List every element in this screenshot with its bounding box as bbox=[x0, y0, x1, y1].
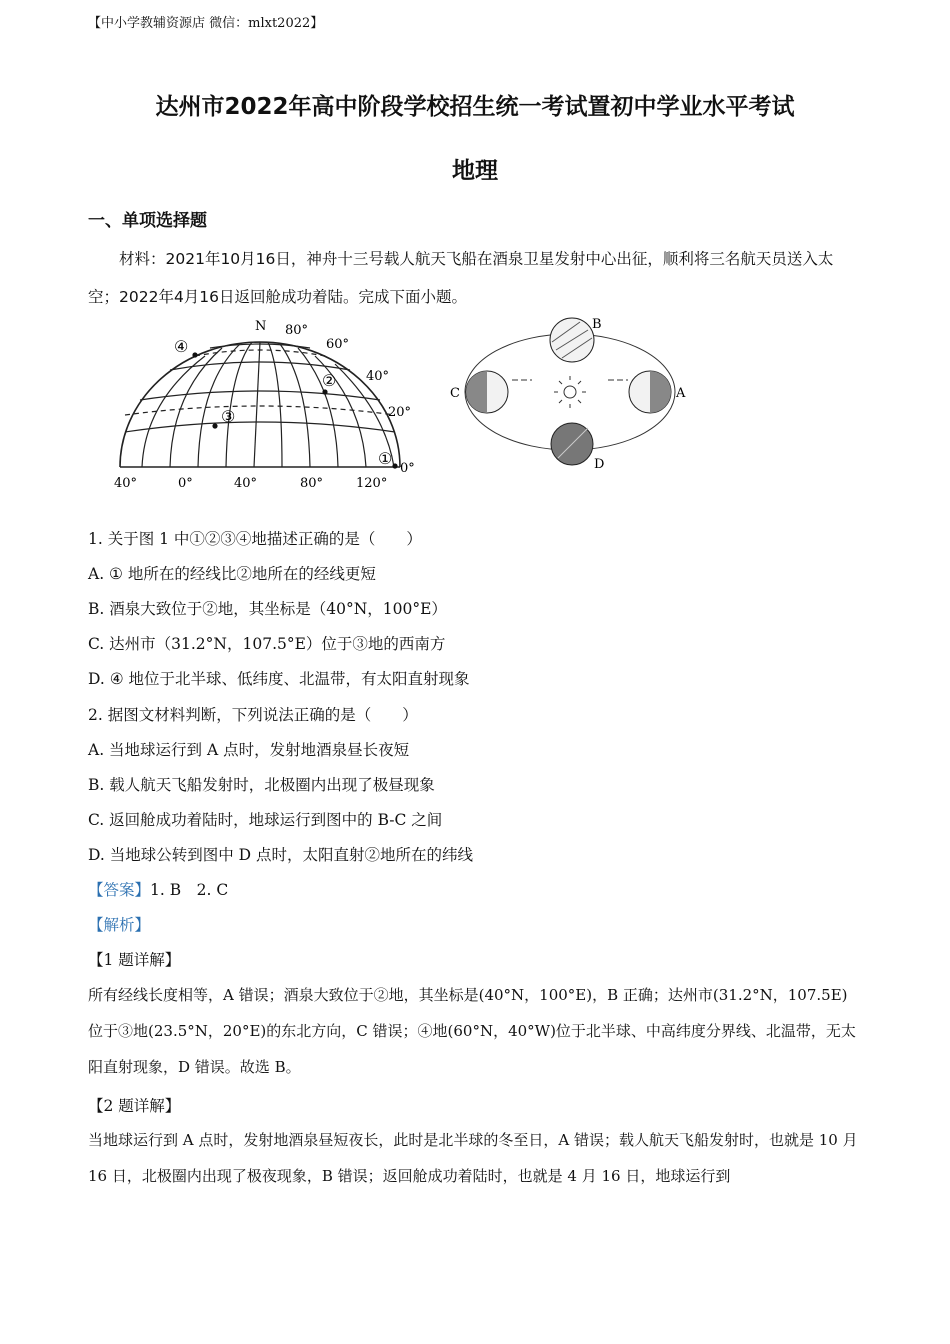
figures bbox=[100, 312, 700, 502]
label-lon-80: 80° bbox=[300, 476, 324, 491]
q1-stem: 1. 关于图 1 中①②③④地描述正确的是（ ） bbox=[88, 530, 422, 548]
q2-option-d: D. 当地球公转到图中 D 点时，太阳直射②地所在的纬线 bbox=[88, 846, 474, 864]
point-2-label: ② bbox=[322, 371, 337, 390]
earth-c bbox=[466, 371, 508, 413]
page-header: 【中小学教辅资源店 微信：mlxt2022】 bbox=[88, 16, 324, 31]
answer-line bbox=[88, 878, 228, 900]
earth-c-label: C bbox=[450, 386, 460, 401]
detail2-label: 【2 题详解】 bbox=[88, 1097, 181, 1115]
q1-option-d: D. ④ 地位于北半球、低纬度、北温带，有太阳直射现象 bbox=[88, 670, 470, 688]
label-lat-0: 0° bbox=[400, 461, 415, 476]
q2-stem: 2. 据图文材料判断，下列说法正确的是（ ） bbox=[88, 706, 418, 724]
q2-option-b: B. 载人航天飞船发射时，北极圈内出现了极昼现象 bbox=[88, 776, 435, 794]
label-lon-0: 0° bbox=[178, 476, 193, 491]
q2-option-c: C. 返回舱成功着陆时，地球运行到图中的 B-C 之间 bbox=[88, 811, 443, 829]
q1-option-b: B. 酒泉大致位于②地，其坐标是（40°N，100°E） bbox=[88, 600, 447, 618]
subject-title: 地理 bbox=[452, 158, 498, 184]
section-heading: 一、单项选择题 bbox=[88, 211, 207, 231]
label-lat-20: 20° bbox=[388, 405, 412, 420]
label-north: N bbox=[255, 319, 267, 334]
material-paragraph: 材料：2021年10月16日，神舟十三号载人航天飞船在酒泉卫星发射中心出征，顺利将三名航天员送入太空；2022年4月16日返回舱成功着陆。完成下面小题。 bbox=[88, 250, 834, 306]
q2-option-a: A. 当地球运行到 A 点时，发射地酒泉昼长夜短 bbox=[88, 741, 410, 759]
q1-option-a: A. ① 地所在的经线比②地所在的经线更短 bbox=[88, 565, 376, 583]
earth-a bbox=[629, 371, 671, 413]
q1-option-c: C. 达州市（31.2°N，107.5°E）位于③地的西南方 bbox=[88, 635, 446, 653]
answer-label: 【答案】 bbox=[88, 881, 151, 899]
point-3-label: ③ bbox=[221, 407, 236, 426]
sun-icon bbox=[554, 376, 586, 408]
point-4-label: ④ bbox=[174, 337, 189, 356]
orbit-diagram bbox=[450, 317, 686, 472]
label-lon-40e: 40° bbox=[234, 476, 258, 491]
earth-a-label: A bbox=[676, 386, 686, 401]
point-1-label: ① bbox=[378, 449, 393, 468]
detail1-paragraph: 所有经线长度相等，A 错误；酒泉大致位于②地，其坐标是(40°N，100°E)，B 正确；达州市(31.2°N，107.5E)位于③地(23.5°N，20°E)的东北方向，C 错误；④地(60°N，40°W)位于北半球、中高纬度分界线、北温带，无太阳直射现象，D 错误。故选 B。 bbox=[88, 986, 856, 1076]
label-lat-60: 60° bbox=[326, 337, 350, 352]
page-title: 达州市2022年高中阶段学校招生统一考试置初中学业水平考试 bbox=[155, 94, 795, 120]
detail1-label: 【1 题详解】 bbox=[88, 951, 181, 969]
earth-d-label: D bbox=[594, 457, 605, 472]
label-lon-120: 120° bbox=[356, 476, 388, 491]
label-lat-40: 40° bbox=[366, 369, 390, 384]
analysis-label: 【解析】 bbox=[88, 916, 151, 934]
answer-text: 1. B 2. C bbox=[150, 881, 229, 899]
earth-d bbox=[551, 423, 593, 465]
latitude-longitude-grid bbox=[120, 342, 400, 467]
detail2-paragraph: 当地球运行到 A 点时，发射地酒泉昼短夜长，此时是北半球的冬至日，A 错误；载人航天飞船发射时，也就是 10 月 16 日，北极圈内出现了极夜现象，B 错误；返回舱成功着陆时，也就是 4 月 16 日，地球运行到 bbox=[88, 1131, 858, 1185]
label-lon-40w: 40° bbox=[114, 476, 138, 491]
earth-b-label: B bbox=[592, 317, 602, 332]
label-lat-80: 80° bbox=[285, 323, 309, 338]
earth-b bbox=[550, 318, 594, 362]
